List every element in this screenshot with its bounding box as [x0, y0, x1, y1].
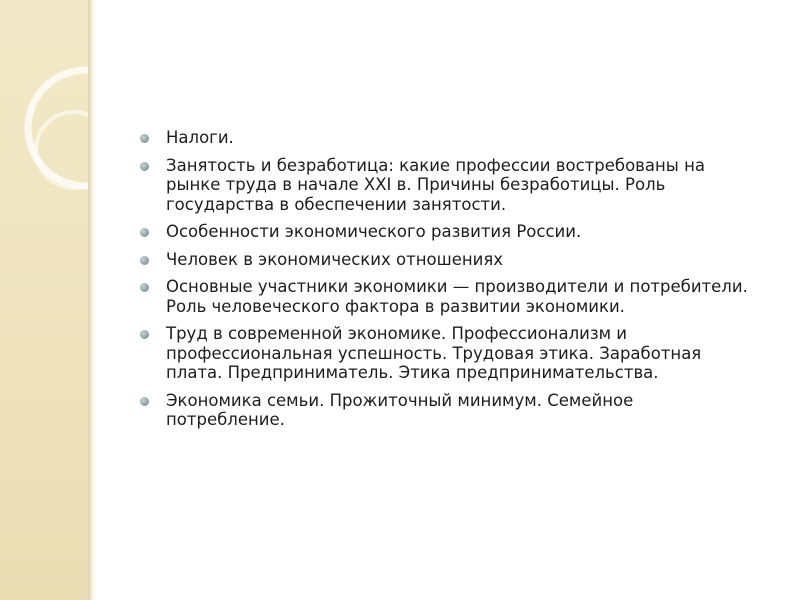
bullet-text: Особенности экономического развития России. — [166, 222, 582, 241]
bullet-icon — [140, 228, 149, 237]
bullet-icon — [140, 397, 149, 406]
side-panel-edge — [88, 0, 96, 600]
decorative-circle-small — [36, 112, 88, 188]
decorative-circle-large — [28, 70, 88, 186]
list-item — [138, 277, 750, 316]
slide-content — [138, 128, 750, 438]
list-item — [138, 222, 750, 242]
list-item — [138, 250, 750, 270]
bullet-icon — [140, 162, 149, 171]
bullet-icon — [140, 256, 149, 265]
decorative-circles — [0, 0, 88, 600]
bullet-text: Человек в экономических отношениях — [166, 249, 504, 269]
bullet-text: Налоги. — [166, 128, 234, 147]
bullet-text: Занятость и безработица: какие профессии востребованы на рынке труда в начале XXI в. Причины безработицы. Роль государства в обеспечении занятости. — [166, 155, 705, 214]
bullet-icon — [140, 283, 149, 292]
bullet-text: Экономика семьи. Прожиточный минимум. Семейное потребление. — [166, 390, 634, 429]
list-item — [138, 156, 750, 215]
list-item — [138, 324, 750, 383]
bullet-icon — [140, 134, 149, 143]
bullet-icon — [140, 330, 149, 339]
list-item — [138, 128, 750, 148]
bullet-list — [138, 128, 750, 430]
bullet-text: Труд в современной экономике. Профессионализм и профессиональная успешность. Трудовая этика. Заработная плата. Предприниматель. Этика предпринимательства. — [166, 324, 702, 382]
list-item — [138, 391, 750, 430]
bullet-text: Основные участники экономики — производители и потребители. Роль человеческого фактора в развитии экономики. — [166, 277, 748, 316]
decorative-side-panel — [0, 0, 88, 600]
